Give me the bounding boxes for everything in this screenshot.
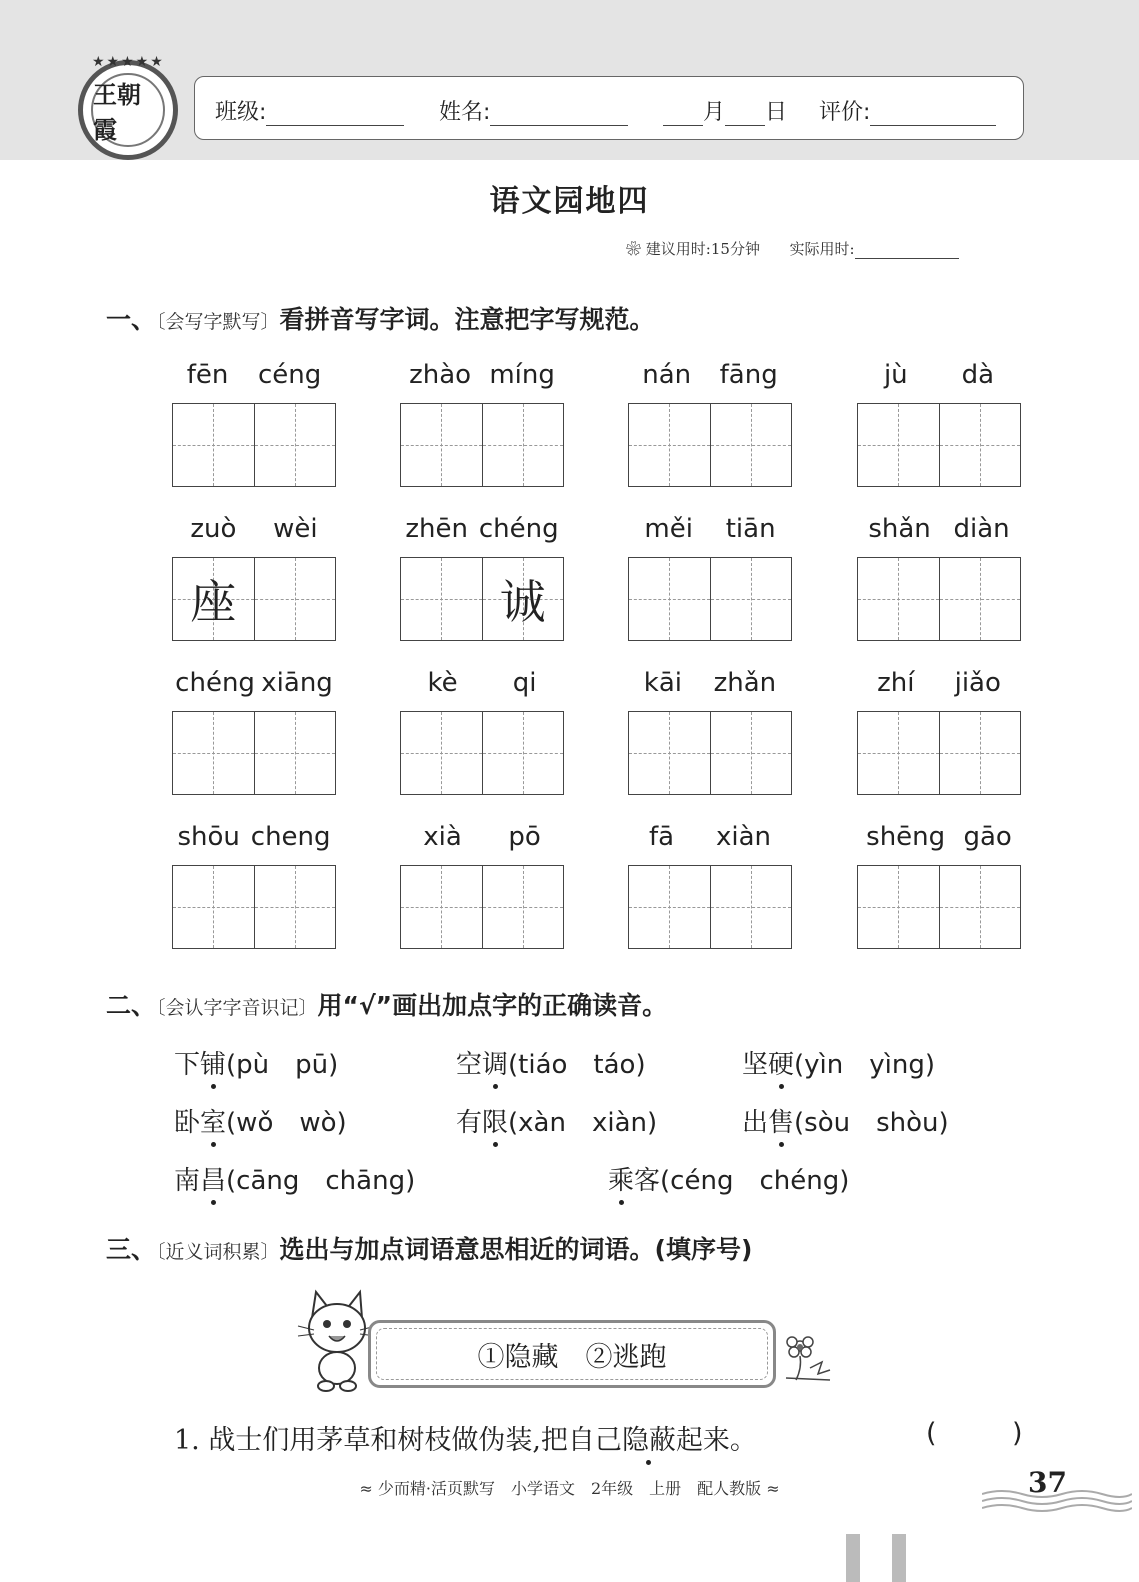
character-hint <box>940 404 1021 486</box>
student-info-box <box>194 76 1024 140</box>
character-box[interactable] <box>254 404 336 486</box>
character-box[interactable] <box>629 712 710 794</box>
character-hint <box>173 404 254 486</box>
character-box[interactable] <box>710 866 792 948</box>
character-box[interactable] <box>710 712 792 794</box>
character-box[interactable] <box>710 558 792 640</box>
character-box[interactable] <box>173 712 254 794</box>
flower-icon: ❀ <box>626 240 642 258</box>
character-box[interactable] <box>939 558 1021 640</box>
character-hint <box>629 558 710 640</box>
page-title: 语文园地四 <box>489 184 650 219</box>
character-box[interactable] <box>482 404 564 486</box>
pronunciation-options[interactable]: (wǒ wò) <box>226 1108 347 1138</box>
pronunciation-options[interactable]: (xàn xiàn) <box>508 1108 658 1138</box>
dotted-character: 限 <box>482 1102 508 1139</box>
dotted-character: 昌 <box>200 1160 226 1197</box>
page-number: 37 <box>1028 1466 1067 1499</box>
pinyin-label: fēn céng <box>186 360 322 390</box>
dotted-character: 售 <box>768 1102 794 1139</box>
section1-tag: 〔会写字默写〕 <box>156 311 280 333</box>
writing-grid[interactable] <box>172 711 336 795</box>
suggested-time: 建议用时:15分钟 <box>645 240 760 258</box>
pinyin-label: shōu cheng <box>177 822 331 852</box>
section1-heading: 一、〔会写字默写〕看拼音写字词。注意把字写规范。 <box>106 305 655 334</box>
answer-paren-open: ( <box>926 1418 937 1449</box>
writing-grid[interactable] <box>857 403 1021 487</box>
reading-item[interactable]: 南昌(cāng chāng) <box>174 1160 415 1197</box>
writing-grid[interactable] <box>628 711 792 795</box>
character-box[interactable] <box>254 712 336 794</box>
writing-grid[interactable] <box>400 865 564 949</box>
pronunciation-options[interactable]: (pù pū) <box>226 1050 339 1080</box>
character-box[interactable] <box>482 712 564 794</box>
writing-grid[interactable] <box>628 865 792 949</box>
logo-stars: ★★★★★ <box>92 54 165 70</box>
section3-instruction: 选出与加点词语意思相近的词语。(填序号) <box>279 1235 753 1264</box>
reading-item[interactable]: 下铺(pù pū) <box>174 1044 338 1081</box>
character-hint <box>711 558 792 640</box>
character-hint <box>483 866 564 948</box>
eval-label: 评价: <box>819 100 871 125</box>
eval-field[interactable] <box>819 95 996 126</box>
character-hint <box>858 558 939 640</box>
pinyin-label: fā xiàn <box>648 822 772 852</box>
character-hint <box>255 866 336 948</box>
character-hint <box>629 404 710 486</box>
writing-grid[interactable] <box>400 557 564 641</box>
pinyin-label: jù dà <box>883 360 995 390</box>
word-options-box <box>368 1320 776 1388</box>
flower-decoration-icon <box>780 1328 836 1384</box>
character-box[interactable] <box>629 866 710 948</box>
character-hint <box>483 404 564 486</box>
dotted-character: 硬 <box>768 1044 794 1081</box>
pinyin-label: chéng xiāng <box>175 668 333 698</box>
section1-instruction: 看拼音写字词。注意把字写规范。 <box>279 305 655 334</box>
bottom-bar-right <box>892 1534 906 1582</box>
character-hint <box>711 712 792 794</box>
dotted-character: 调 <box>482 1044 508 1081</box>
character-box[interactable] <box>254 558 336 640</box>
pronunciation-options[interactable]: (cāng chāng) <box>226 1166 416 1196</box>
section3-heading: 三、〔近义词积累〕选出与加点词语意思相近的词语。(填序号) <box>106 1235 753 1264</box>
name-field[interactable] <box>439 95 628 126</box>
pronunciation-options[interactable]: (céng chéng) <box>660 1166 850 1196</box>
section2-tag: 〔会认字字音识记〕 <box>156 997 318 1019</box>
writing-grid[interactable] <box>400 711 564 795</box>
character-box[interactable] <box>401 558 482 640</box>
reading-item[interactable]: 乘客(céng chéng) <box>608 1160 849 1197</box>
character-box[interactable] <box>858 404 939 486</box>
character-box[interactable] <box>710 404 792 486</box>
cat-icon <box>296 1286 378 1394</box>
character-box[interactable] <box>401 866 482 948</box>
character-box[interactable] <box>629 558 710 640</box>
character-hint <box>401 712 482 794</box>
pinyin-label: xià pō <box>423 822 541 852</box>
actual-time-label: 实际用时: <box>789 240 855 258</box>
dotted-character: 乘 <box>608 1160 634 1197</box>
pinyin-label: měi tiān <box>644 514 776 544</box>
pinyin-label: nán fāng <box>642 360 778 390</box>
date-field[interactable] <box>663 95 787 126</box>
writing-grid[interactable] <box>857 711 1021 795</box>
logo <box>78 60 178 160</box>
character-box[interactable] <box>401 712 482 794</box>
pinyin-label: shēng gāo <box>866 822 1012 852</box>
actual-time-field[interactable] <box>855 240 959 259</box>
character-hint <box>858 712 939 794</box>
character-hint <box>401 404 482 486</box>
character-hint <box>940 866 1021 948</box>
character-box[interactable] <box>173 404 254 486</box>
character-hint <box>711 404 792 486</box>
character-hint <box>858 404 939 486</box>
character-box[interactable] <box>173 558 254 640</box>
writing-grid[interactable] <box>857 865 1021 949</box>
character-hint <box>255 558 336 640</box>
pronunciation-options[interactable]: (yìn yìng) <box>794 1050 936 1080</box>
character-box[interactable] <box>858 866 939 948</box>
character-hint <box>255 404 336 486</box>
answer-field[interactable] <box>944 1420 1008 1452</box>
writing-grid[interactable] <box>628 557 792 641</box>
pinyin-label: zhào míng <box>409 360 555 390</box>
character-box[interactable] <box>939 866 1021 948</box>
character-hint <box>401 558 482 640</box>
pinyin-label: zhēn chéng <box>405 514 559 544</box>
dotted-character: 铺 <box>200 1044 226 1081</box>
character-box[interactable] <box>858 558 939 640</box>
word-options: ①隐藏 ②逃跑 <box>477 1341 667 1373</box>
character-box[interactable] <box>401 404 482 486</box>
pinyin-label: zuò wèi <box>190 514 318 544</box>
wave-decoration <box>982 1484 1132 1514</box>
character-hint <box>401 866 482 948</box>
bottom-bar-left <box>846 1534 860 1582</box>
section2-heading: 二、〔会认字字音识记〕用“√”画出加点字的正确读音。 <box>106 991 668 1020</box>
reading-item[interactable]: 空调(tiáo táo) <box>456 1044 646 1081</box>
character-hint <box>173 712 254 794</box>
timing-line <box>626 238 959 259</box>
reading-item[interactable]: 卧室(wǒ wò) <box>174 1102 347 1139</box>
dotted-character: 室 <box>200 1102 226 1139</box>
character-box[interactable] <box>939 404 1021 486</box>
class-field[interactable] <box>215 95 404 126</box>
writing-grid[interactable] <box>172 557 336 641</box>
section3-tag: 〔近义词积累〕 <box>156 1241 280 1263</box>
character-box[interactable] <box>858 712 939 794</box>
writing-grid[interactable] <box>172 403 336 487</box>
month-label: 月 <box>703 100 726 125</box>
footer-text: ≈ 少而精·活页默写 小学语文 2年级 上册 配人教版 ≈ <box>359 1479 780 1498</box>
pinyin-label: shǎn diàn <box>868 514 1010 544</box>
character-hint <box>255 712 336 794</box>
reading-item[interactable]: 坚硬(yìn yìng) <box>742 1044 935 1081</box>
question-1: 1. 战士们用茅草和树枝做伪装,把自己隐蔽起来。 <box>174 1418 757 1457</box>
character-hint <box>711 866 792 948</box>
reading-item[interactable]: 有限(xàn xiàn) <box>456 1102 657 1139</box>
answer-paren-close: ) <box>1012 1418 1023 1449</box>
character-hint <box>940 558 1021 640</box>
pinyin-label: zhí jiǎo <box>877 668 1001 698</box>
writing-grid[interactable] <box>400 403 564 487</box>
character-hint <box>940 712 1021 794</box>
character-hint: 诚 <box>499 575 546 629</box>
character-box[interactable] <box>173 866 254 948</box>
character-hint <box>629 712 710 794</box>
section2-instruction: 用“√”画出加点字的正确读音。 <box>317 991 668 1020</box>
character-hint <box>629 866 710 948</box>
writing-grid[interactable] <box>628 403 792 487</box>
pronunciation-options[interactable]: (tiáo táo) <box>508 1050 646 1080</box>
logo-text: 王朝霞 <box>93 80 141 144</box>
character-box[interactable] <box>482 558 564 640</box>
day-label: 日 <box>765 100 788 125</box>
name-label: 姓名: <box>439 100 491 125</box>
class-label: 班级: <box>215 100 267 125</box>
pinyin-label: kè qi <box>427 668 537 698</box>
character-hint: 座 <box>190 575 237 629</box>
character-box[interactable] <box>254 866 336 948</box>
pinyin-label: kāi zhǎn <box>643 668 777 698</box>
reading-item[interactable]: 出售(sòu shòu) <box>742 1102 949 1139</box>
character-box[interactable] <box>939 712 1021 794</box>
pronunciation-options[interactable]: (sòu shòu) <box>794 1108 949 1138</box>
character-hint <box>483 712 564 794</box>
writing-grid[interactable] <box>857 557 1021 641</box>
character-box[interactable] <box>482 866 564 948</box>
character-hint <box>858 866 939 948</box>
character-box[interactable] <box>629 404 710 486</box>
writing-grid[interactable] <box>172 865 336 949</box>
character-hint <box>173 866 254 948</box>
dotted-word: 隐蔽 <box>622 1418 676 1457</box>
